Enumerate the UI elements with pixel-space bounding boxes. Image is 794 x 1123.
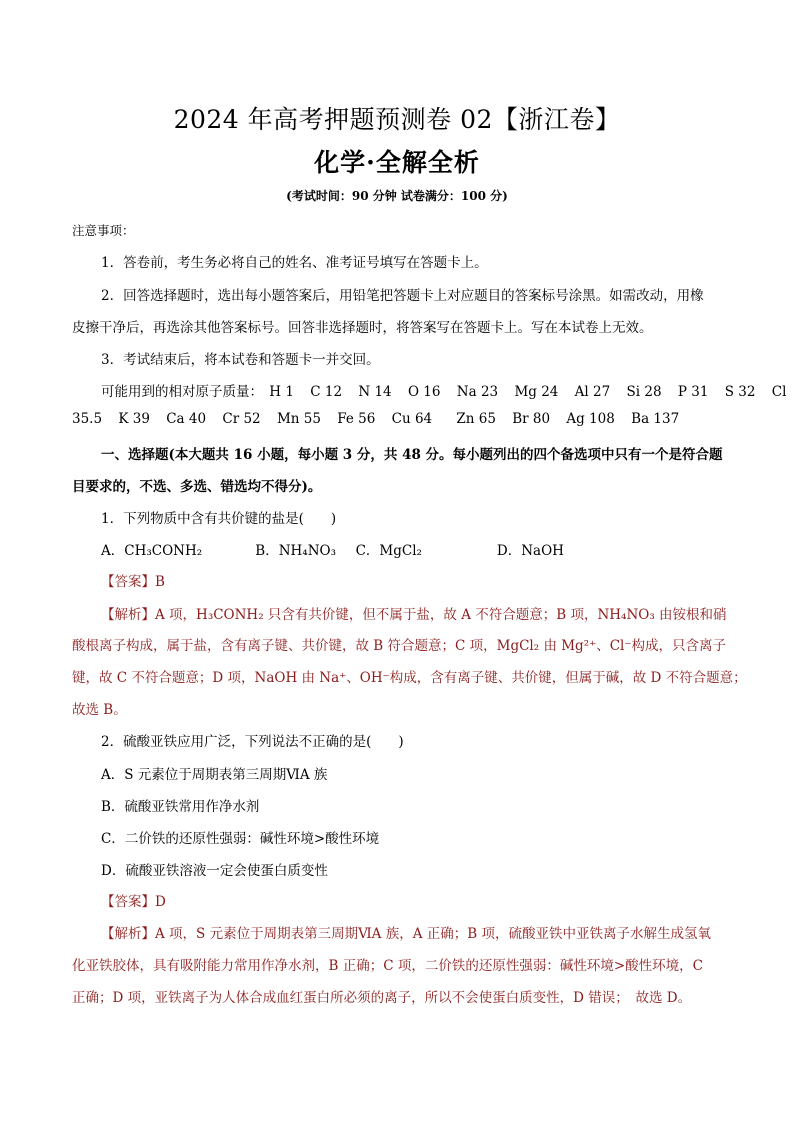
atomic-mass: Ag 108 xyxy=(566,411,615,427)
atomic-mass: C 12 xyxy=(310,384,343,400)
question-1-options xyxy=(101,539,732,559)
notice-item-2: 2．回答选择题时，选出每小题答案后，用铅笔把答题卡上对应题目的答案标号涂黑。如需改动，用橡 xyxy=(101,288,704,304)
notice-item-2-cont: 皮擦干净后，再选涂其他答案标号。回答非选择题时，将答案写在答题卡上。写在本试卷上无效。 xyxy=(72,320,653,336)
atomic-mass: Cu 64 xyxy=(391,411,433,427)
atomic-mass: Cl xyxy=(771,384,787,400)
atomic-mass-line-1 xyxy=(101,380,787,400)
atomic-mass: Ca 40 xyxy=(166,411,207,427)
question-2-stem: 2．硫酸亚铁应用广泛，下列说法不正确的是( ) xyxy=(101,734,404,750)
q1-option-d: D．NaOH xyxy=(496,543,564,559)
atomic-label: 可能用到的相对原子质量： xyxy=(101,384,263,400)
atomic-mass: Cr 52 xyxy=(222,411,261,427)
atomic-mass-line-2 xyxy=(72,411,732,427)
atomic-mass: Mn 55 xyxy=(276,411,321,427)
atomic-mass: O 16 xyxy=(407,384,441,400)
question-1-stem: 1．下列物质中含有共价键的盐是( ) xyxy=(101,511,337,527)
exam-info: (考试时间：90 分钟 试卷满分：100 分) xyxy=(286,189,508,203)
atomic-mass: Br 80 xyxy=(512,411,551,427)
exam-title: 2024 年高考押题预测卷 02【浙江卷】 xyxy=(173,105,621,134)
q2-option-c: C．二价铁的还原性强弱：碱性环境>酸性环境 xyxy=(101,831,380,847)
atomic-mass: K 39 xyxy=(118,411,150,427)
atomic-mass: Na 23 xyxy=(456,384,499,400)
q1-option-b: B．NH₄NO₃ xyxy=(255,543,337,559)
atomic-mass: Zn 65 xyxy=(456,411,496,427)
q1-explanation: 故选 B。 xyxy=(72,702,127,718)
q1-explanation: 酸根离子构成，属于盐，含有离子键、共价键，故 B 符合题意；C 项，MgCl₂ 由 Mg²⁺、Cl⁻构成，只含离子 xyxy=(72,638,727,654)
notice-heading: 注意事项： xyxy=(72,223,135,238)
atomic-mass: 35.5 xyxy=(72,411,103,427)
q1-option-a: A．CH₃CONH₂ xyxy=(101,543,203,559)
q2-answer: 【答案】D xyxy=(101,894,166,910)
atomic-mass: N 14 xyxy=(358,384,392,400)
q2-option-a: A．S 元素位于周期表第三周期ⅥA 族 xyxy=(101,767,328,783)
exam-subtitle: 化学·全解全析 xyxy=(314,148,480,177)
section-heading-cont: 目要求的，不选、多选、错选均不得分)。 xyxy=(72,479,322,495)
atomic-mass: Si 28 xyxy=(626,384,662,400)
atomic-mass: P 31 xyxy=(677,384,709,400)
section-heading: 一、选择题(本大题共 16 小题，每小题 3 分，共 48 分。每小题列出的四个备选项中只有一个是符合题 xyxy=(101,447,723,463)
q2-explanation: 【解析】A 项，S 元素位于周期表第三周期ⅥA 族，A 正确；B 项，硫酸亚铁中亚铁离子水解生成氢氧 xyxy=(101,926,711,942)
atomic-mass: H 1 xyxy=(269,384,294,400)
q2-option-b: B．硫酸亚铁常用作净水剂 xyxy=(101,799,260,815)
notice-item-1: 1．答卷前，考生务必将自己的姓名、准考证号填写在答题卡上。 xyxy=(101,255,488,271)
atomic-mass: Al 27 xyxy=(574,384,611,400)
atomic-mass: Ba 137 xyxy=(631,411,680,427)
q1-answer: 【答案】B xyxy=(101,574,165,590)
notice-item-3: 3．考试结束后，将本试卷和答题卡一并交回。 xyxy=(101,352,380,368)
q1-explanation: 【解析】A 项，H₃CONH₂ 只含有共价键，但不属于盐，故 A 不符合题意；B 项，NH₄NO₃ 由铵根和硝 xyxy=(101,607,727,623)
atomic-mass: Fe 56 xyxy=(337,411,376,427)
q1-option-c: C．MgCl₂ xyxy=(355,543,422,559)
atomic-mass: Mg 24 xyxy=(514,384,559,400)
q2-option-d: D．硫酸亚铁溶液一定会使蛋白质变性 xyxy=(101,863,328,879)
q2-explanation: 正确；D 项，亚铁离子为人体合成血红蛋白所必须的离子，所以不会使蛋白质变性，D 错误； 故选 D。 xyxy=(72,990,692,1006)
atomic-mass: S 32 xyxy=(724,384,756,400)
q2-explanation: 化亚铁胶体，具有吸附能力常用作净水剂，B 正确；C 项，二价铁的还原性强弱：碱性环境>酸性环境，C xyxy=(72,958,703,974)
q1-explanation: 键，故 C 不符合题意；D 项，NaOH 由 Na⁺、OH⁻构成，含有离子键、共价键，但属于碱，故 D 不符合题意； xyxy=(72,670,747,686)
